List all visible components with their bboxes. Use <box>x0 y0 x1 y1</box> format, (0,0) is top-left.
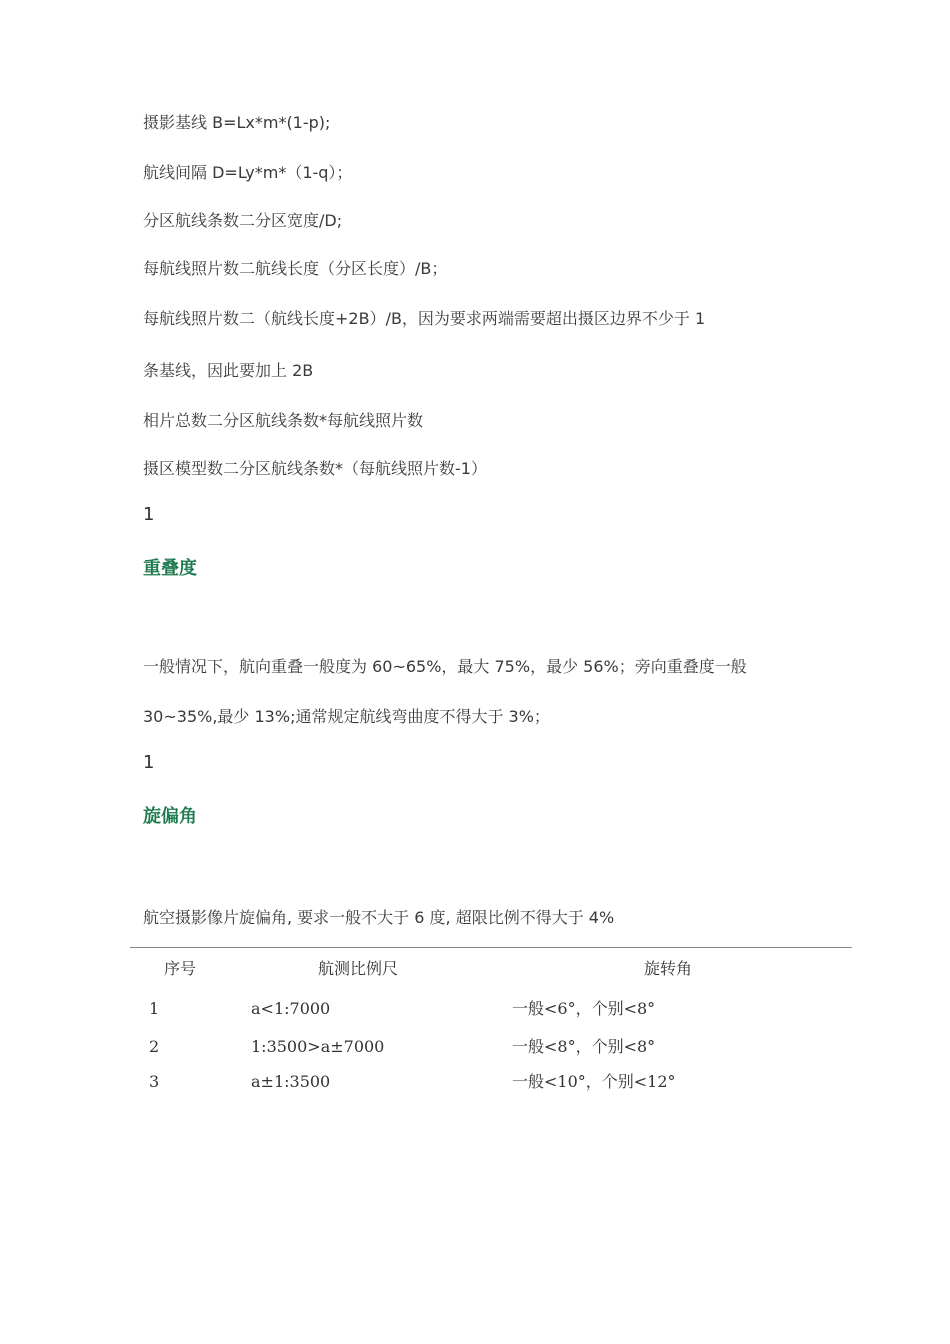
rotation-paragraph: 航空摄影像片旋偏角, 要求一般不大于 6 度, 超限比例不得大于 4% <box>143 908 615 927</box>
code-line-number: 1 <box>143 752 155 773</box>
formula-photos-note: 条基线，因此要加上 2B <box>143 361 314 380</box>
table-cell-rotation: 一般<10°，个别<12° <box>512 1072 676 1091</box>
table-header-scale: 航测比例尺 <box>318 959 399 978</box>
table-cell-rotation: 一般<8°，个别<8° <box>512 1037 656 1056</box>
formula-baseline: 摄影基线 B=Lx*m*(1-p); <box>143 113 331 132</box>
formula-line-spacing: 航线间隔 D=Ly*m*（1-q）； <box>143 163 353 182</box>
table-cell-index: 1 <box>149 999 160 1018</box>
section-heading-overlap: 重叠度 <box>143 558 197 579</box>
table-header-index: 序号 <box>164 959 197 978</box>
table-top-rule <box>130 947 852 948</box>
formula-photos-per-strip: 每航线照片数二航线长度（分区长度）/B； <box>143 259 448 278</box>
formula-total-photos: 相片总数二分区航线条数*每航线照片数 <box>143 411 424 430</box>
formula-strip-count: 分区航线条数二分区宽度/D; <box>143 211 343 230</box>
table-header-rotation: 旋转角 <box>644 959 693 978</box>
section-heading-rotation: 旋偏角 <box>143 806 197 827</box>
formula-photos-per-strip-extended: 每航线照片数二（航线长度+2B）/B，因为要求两端需要超出摄区边界不少于 1 <box>143 309 706 328</box>
table-cell-scale: 1:3500>a±7000 <box>251 1037 385 1056</box>
code-line-number: 1 <box>143 504 155 525</box>
table-cell-scale: a<1:7000 <box>251 999 331 1018</box>
table-cell-rotation: 一般<6°，个别<8° <box>512 999 656 1018</box>
table-cell-scale: a±1:3500 <box>251 1072 331 1091</box>
table-cell-index: 2 <box>149 1037 160 1056</box>
formula-model-count: 摄区模型数二分区航线条数*（每航线照片数-1） <box>143 459 487 478</box>
overlap-paragraph-line-1: 一般情况下，航向重叠一般度为 60~65%，最大 75%，最少 56%；旁向重叠度一般 <box>143 657 747 676</box>
overlap-paragraph-line-2: 30~35%,最少 13%;通常规定航线弯曲度不得大于 3%； <box>143 707 550 726</box>
table-cell-index: 3 <box>149 1072 160 1091</box>
